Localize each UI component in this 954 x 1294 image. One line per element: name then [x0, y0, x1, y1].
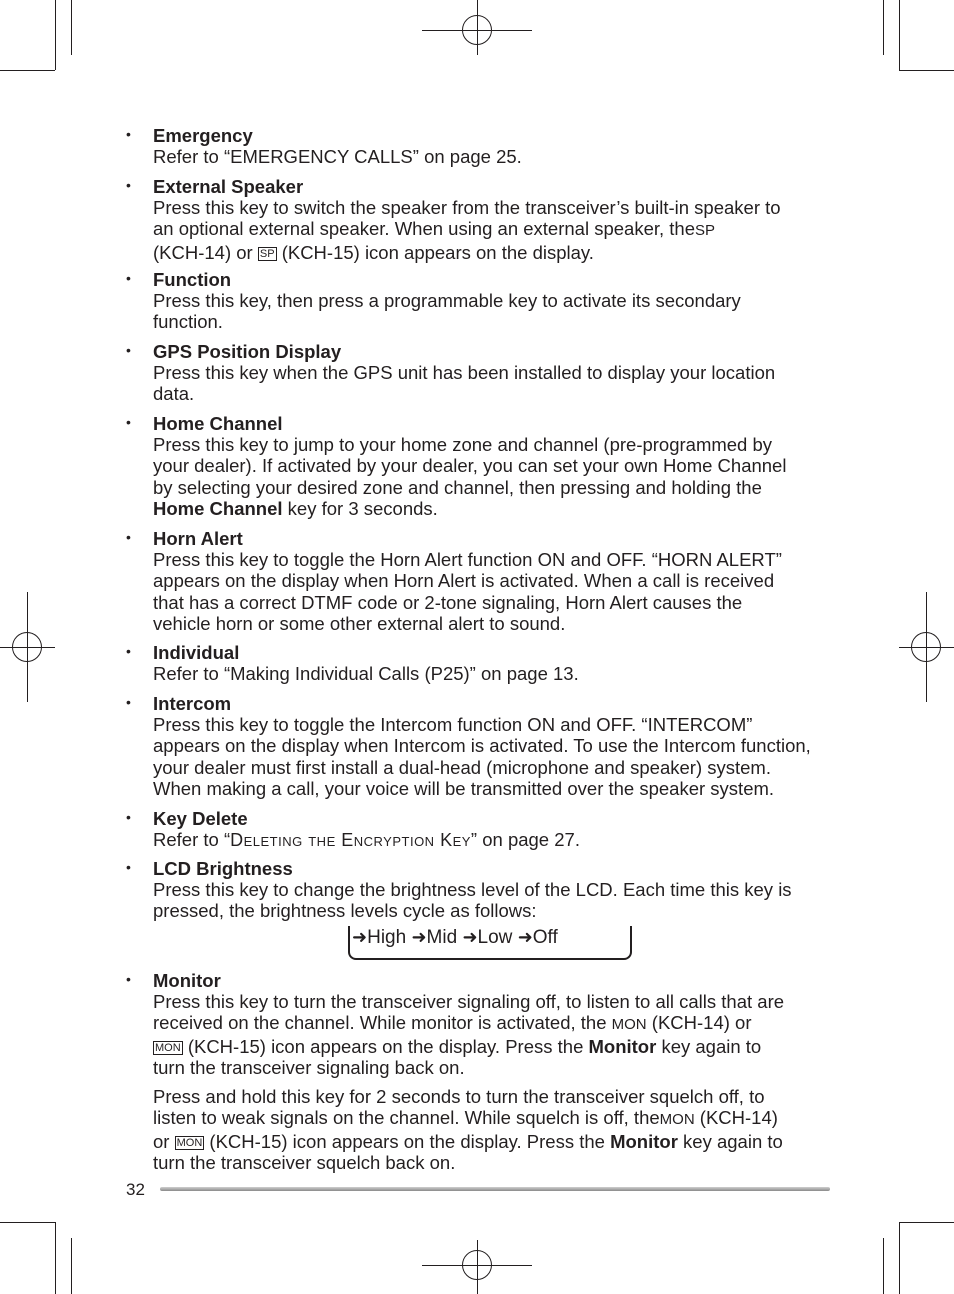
bullet: • — [126, 270, 131, 286]
arrow-icon: ➜ — [462, 927, 478, 947]
bullet: • — [126, 859, 131, 875]
item-title: Monitor — [153, 970, 221, 991]
mon-boxed-icon: MON — [176, 1136, 203, 1149]
item-title: LCD Brightness — [153, 858, 293, 879]
cross-reference: Deleting the Encryption Key — [230, 830, 471, 850]
sp-boxed-icon: SP — [259, 247, 275, 260]
item-text: Press this key to switch the speaker from the transceiver’s built-in speaker to an optional external speaker. When using an external speaker, theSP (KCH-14) or SP (KCH-15) icon appears on the display. — [153, 197, 781, 263]
item-title: Key Delete — [153, 808, 248, 829]
item-text: Press this key to change the brightness level of the LCD. Each time this key is pressed, the brightness levels cycle as follows: — [153, 879, 792, 922]
item-text: Press this key, then press a programmable key to activate its secondary function. — [153, 290, 741, 333]
cycle-step: Low — [477, 927, 513, 948]
sp-icon: SP — [695, 222, 716, 240]
page-number: 32 — [126, 1180, 145, 1199]
bullet: • — [126, 971, 131, 987]
cycle-step: High — [367, 927, 407, 948]
bullet: • — [126, 342, 131, 358]
item-text: Press this key to toggle the Horn Alert function ON and OFF. “HORN ALERT” appears on the display when Horn Alert is activated. When a call is received that has a correct DTMF code or 2-tone signaling, Horn Alert causes the vehicle horn or some other external alert to sound. — [153, 549, 782, 634]
item-title: Intercom — [153, 693, 232, 714]
mon-icon: MON — [611, 1016, 647, 1034]
item-text: Refer to “Making Individual Calls (P25)” on page 13. — [153, 663, 579, 684]
bullet: • — [126, 177, 131, 193]
cycle-step: Mid — [426, 927, 458, 948]
bullet: • — [126, 414, 131, 430]
bullet: • — [126, 643, 131, 659]
cycle-step: Off — [532, 927, 558, 948]
arrow-icon: ➜ — [411, 927, 427, 947]
arrow-icon: ➜ — [352, 927, 368, 947]
arrow-icon: ➜ — [517, 927, 533, 947]
item-title: Home Channel — [153, 413, 283, 434]
item-text: Press this key to jump to your home zone and channel (pre-programmed by your dealer). If activated by your dealer, you can set your own Home Channel by selecting your desired zone and channel, then pressing and holding the Home Channel key for 3 seconds. — [153, 434, 787, 519]
item-text: Refer to “Deleting the Encryption Key” on page 27. — [153, 829, 580, 850]
mon-icon: MON — [659, 1111, 695, 1129]
item-title: Function — [153, 269, 232, 290]
item-title: Individual — [153, 642, 240, 663]
item-text: Press this key when the GPS unit has been installed to display your location data. — [153, 362, 776, 405]
mon-boxed-icon: MON — [155, 1041, 181, 1054]
item-title: Emergency — [153, 125, 253, 146]
brightness-cycle — [352, 926, 558, 949]
bullet: • — [126, 694, 131, 710]
bullet: • — [126, 529, 131, 545]
item-title: External Speaker — [153, 176, 304, 197]
bullet: • — [126, 809, 131, 825]
item-title: GPS Position Display — [153, 341, 342, 362]
item-text: Press this key to turn the transceiver signaling off, to listen to all calls that are received on the channel. While monitor is activated, the MON (KCH-14) or MON (KCH-15) icon appears on the display. Press the Monitor key again to turn the transceiver signaling back on. Press and hold this key for 2 seconds to turn the transceiver squelch off, to listen to weak signals on the channel. While squelch is off, theMON (KCH-14) or MON (KCH-15) icon appears on the display. Press the Monitor key again to turn the transceiver squelch back on. — [153, 991, 785, 1174]
bullet: • — [126, 126, 131, 142]
item-title: Horn Alert — [153, 528, 243, 549]
item-text: Refer to “EMERGENCY CALLS” on page 25. — [153, 146, 522, 167]
footer-rule — [160, 1187, 830, 1191]
item-text: Press this key to toggle the Intercom function ON and OFF. “INTERCOM” appears on the display when Intercom is activated. To use the Intercom function, your dealer must first install a dual-head (microphone and speaker) system. When making a call, your voice will be transmitted over the speaker system. — [153, 714, 811, 799]
